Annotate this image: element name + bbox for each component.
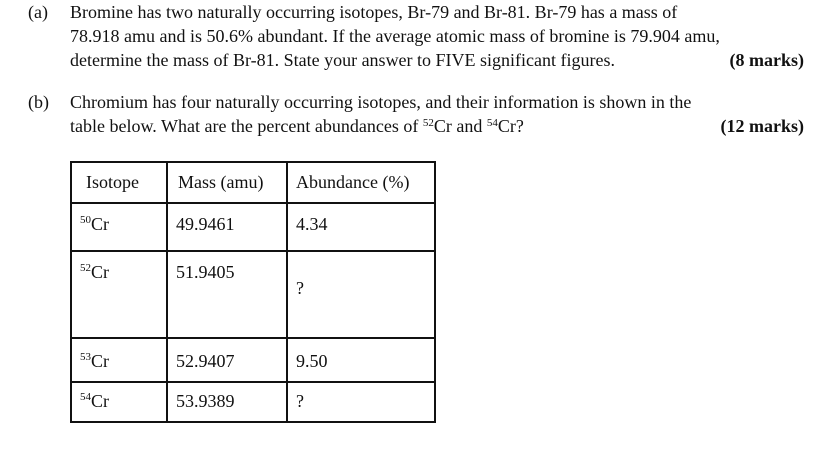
mass-cell: 51.9405 bbox=[167, 251, 287, 338]
table-header-row bbox=[71, 162, 435, 203]
mass-number: 54 bbox=[80, 391, 91, 403]
question-b-line-2-text: table below. What are the percent abundances of bbox=[70, 116, 423, 136]
question-b bbox=[28, 90, 804, 138]
element-symbol: Cr bbox=[91, 351, 109, 371]
isotope-mass-number: 52 bbox=[422, 117, 434, 129]
mass-number: 53 bbox=[80, 351, 91, 363]
question-a-marks: (8 marks) bbox=[729, 50, 804, 70]
question-b-marks: (12 marks) bbox=[720, 116, 804, 136]
question-a-line-1: Bromine has two naturally occurring isotopes, Br-79 and Br-81. Br-79 has a mass of bbox=[70, 2, 678, 22]
column-header-isotope: Isotope bbox=[71, 162, 167, 203]
isotope-cell bbox=[71, 251, 167, 338]
isotope-cell bbox=[71, 203, 167, 251]
isotope-symbol: Cr and bbox=[433, 116, 487, 136]
element-symbol: Cr bbox=[91, 214, 109, 234]
mass-cell: 49.9461 bbox=[167, 203, 287, 251]
column-header-mass: Mass (amu) bbox=[167, 162, 287, 203]
isotope-table bbox=[70, 161, 436, 423]
table-row bbox=[71, 251, 435, 338]
question-a-line-2: 78.918 amu and is 50.6% abundant. If the average atomic mass of bromine is 79.904 amu, bbox=[70, 26, 720, 46]
isotope-cell bbox=[71, 338, 167, 382]
element-symbol: Cr bbox=[91, 391, 109, 411]
mass-number: 50 bbox=[80, 214, 91, 226]
table-row bbox=[71, 203, 435, 251]
question-b-line-2 bbox=[70, 114, 524, 138]
mass-number: 52 bbox=[80, 262, 91, 274]
question-a-text bbox=[70, 0, 804, 72]
question-a-line-3: determine the mass of Br-81. State your answer to FIVE significant figures. bbox=[70, 50, 616, 70]
abundance-cell bbox=[287, 251, 435, 338]
isotope-cell bbox=[71, 382, 167, 422]
element-symbol: Cr bbox=[91, 262, 109, 282]
abundance-cell: 4.34 bbox=[287, 203, 435, 251]
question-b-text bbox=[70, 90, 804, 138]
question-b-label: (b) bbox=[28, 92, 49, 112]
abundance-cell: ? bbox=[287, 382, 435, 422]
table-row bbox=[71, 382, 435, 422]
isotope-symbol: Cr? bbox=[497, 116, 524, 136]
mass-cell: 52.9407 bbox=[167, 338, 287, 382]
mass-cell: 53.9389 bbox=[167, 382, 287, 422]
question-b-line-1: Chromium has four naturally occurring isotopes, and their information is shown in the bbox=[70, 92, 692, 112]
question-a-label: (a) bbox=[28, 2, 48, 22]
abundance-cell: 9.50 bbox=[287, 338, 435, 382]
column-header-abundance: Abundance (%) bbox=[287, 162, 435, 203]
table-row bbox=[71, 338, 435, 382]
isotope-mass-number: 54 bbox=[486, 117, 498, 129]
question-a bbox=[28, 0, 804, 72]
abundance-value: ? bbox=[296, 278, 304, 298]
